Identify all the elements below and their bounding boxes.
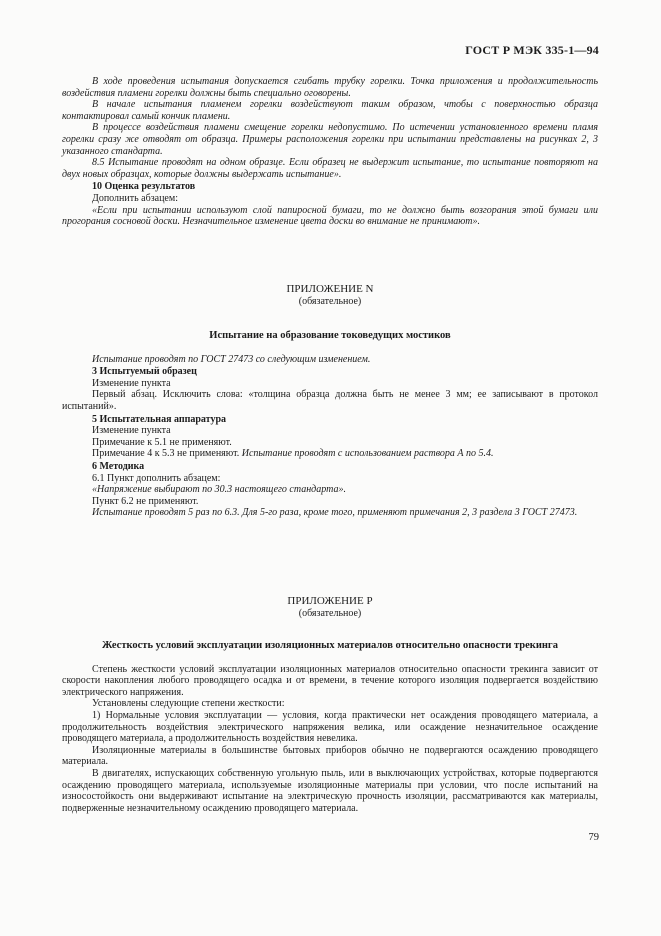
- section-heading-10: 10 Оценка результатов: [92, 181, 196, 193]
- paragraph: Испытание проводят по ГОСТ 27473 со следующим изменением.: [92, 353, 371, 365]
- paragraph: В двигателях, испускающих собственную угольную пыль, или в выключающих устройствах, которые подвергаются осаждению проводящего материала, используемые изоляционные материалы при условии, что после испытаний на износостойкость они выдерживают испытание на электрическую прочность изоляции, рассматриваются как материалы, подверженные незначительному осаждению проводящего материала.: [62, 767, 598, 814]
- paragraph: 8.5 Испытание проводят на одном образце. Если образец не выдержит испытание, то испытание повторяют на двух новых образцах, которые должны выдержать испытание».: [62, 157, 598, 180]
- paragraph: Установлены следующие степени жесткости:: [92, 698, 285, 710]
- paragraph: Дополнить абзацем:: [92, 192, 178, 204]
- paragraph: Степень жесткости условий эксплуатации изоляционных материалов относительно опасности трекинга зависит от скорости накопления любого проводящего осадка и от времени, в течение которого изоляция подвергается воздействию электрического напряжения.: [62, 663, 598, 698]
- appendix-status: (обязательное): [298, 607, 362, 619]
- paragraph: Изменение пункта: [92, 425, 171, 437]
- appendix-status: (обязательное): [298, 295, 362, 307]
- page-number: 79: [588, 832, 599, 843]
- section-heading-5: 5 Испытательная аппаратура: [92, 413, 227, 425]
- paragraph: Изменение пункта: [92, 377, 171, 389]
- paragraph: 1) Нормальные условия эксплуатации — условия, когда практически нет осаждения проводящего материала, а продолжительность воздействия электрического напряжения велика, или осаждение незначительное осаждение проводящего материала, а продолжительность воздействия невелика.: [62, 709, 598, 745]
- paragraph: Изоляционные материалы в большинстве бытовых приборов обычно не подвергаются осаждению проводящего материала.: [62, 744, 598, 768]
- appendix-title: Жесткость условий эксплуатации изоляционных материалов относительно опасности трекинга: [102, 640, 558, 651]
- note-text-italic: Испытание проводят с использованием раствора А по 5.4.: [241, 448, 494, 460]
- paragraph: «Напряжение выбирают по 30.3 настоящего стандарта».: [92, 484, 346, 496]
- paragraph: В начале испытания пламенем горелки воздействуют таким образом, чтобы с поверхностью образца контактировал самый кончик пламени.: [62, 99, 598, 122]
- paragraph: Испытание проводят 5 раз по 6.3. Для 5-го раза, кроме того, применяют примечания 2, 3 раздела 3 ГОСТ 27473.: [92, 507, 578, 519]
- appendix-label: ПРИЛОЖЕНИЕ Р: [287, 595, 373, 607]
- paragraph: Пункт 6.2 не применяют.: [92, 495, 199, 507]
- section-heading-6: 6 Методика: [92, 460, 145, 472]
- continuation-block: [62, 76, 598, 228]
- document-code: ГОСТ Р МЭК 335-1—94: [465, 43, 599, 57]
- appendix-p-body: [62, 640, 598, 814]
- paragraph: В ходе проведения испытания допускается сгибать трубку горелки. Точка приложения и продолжительность воздействия пламени горелки должны быть специально оговорены.: [62, 76, 598, 99]
- paragraph: 6.1 Пункт дополнить абзацем:: [92, 472, 221, 484]
- appendix-title: Испытание на образование токоведущих мостиков: [209, 330, 451, 341]
- paragraph: В процессе воздействия пламени смещение горелки недопустимо. По истечении установленного времени пламя горелки сразу же отводят от образца. Примеры расположения горелки при испытании представлены на рисунках 2, 3 указанного стандарта.: [62, 122, 598, 157]
- appendix-p-heading: [62, 596, 598, 619]
- section-heading-3: 3 Испытуемый образец: [92, 366, 197, 378]
- paragraph: [62, 448, 598, 460]
- note-text: Примечание 4 к 5.3 не применяют.: [92, 448, 240, 460]
- appendix-n-body: [62, 330, 598, 519]
- paragraph: «Если при испытании используют слой папиросной бумаги, то не должно быть возгорания этой бумаги или прогорания сосновой доски. Незначительное изменение цвета доски во внимание не принимают».: [62, 204, 598, 228]
- paragraph: Примечание к 5.1 не применяют.: [92, 436, 232, 448]
- appendix-n-heading: [62, 284, 598, 307]
- appendix-label: ПРИЛОЖЕНИЕ N: [286, 283, 374, 295]
- paragraph: Первый абзац. Исключить слова: «толщина образца должна быть не менее 3 мм; ее записывают в протокол испытаний».: [62, 389, 598, 412]
